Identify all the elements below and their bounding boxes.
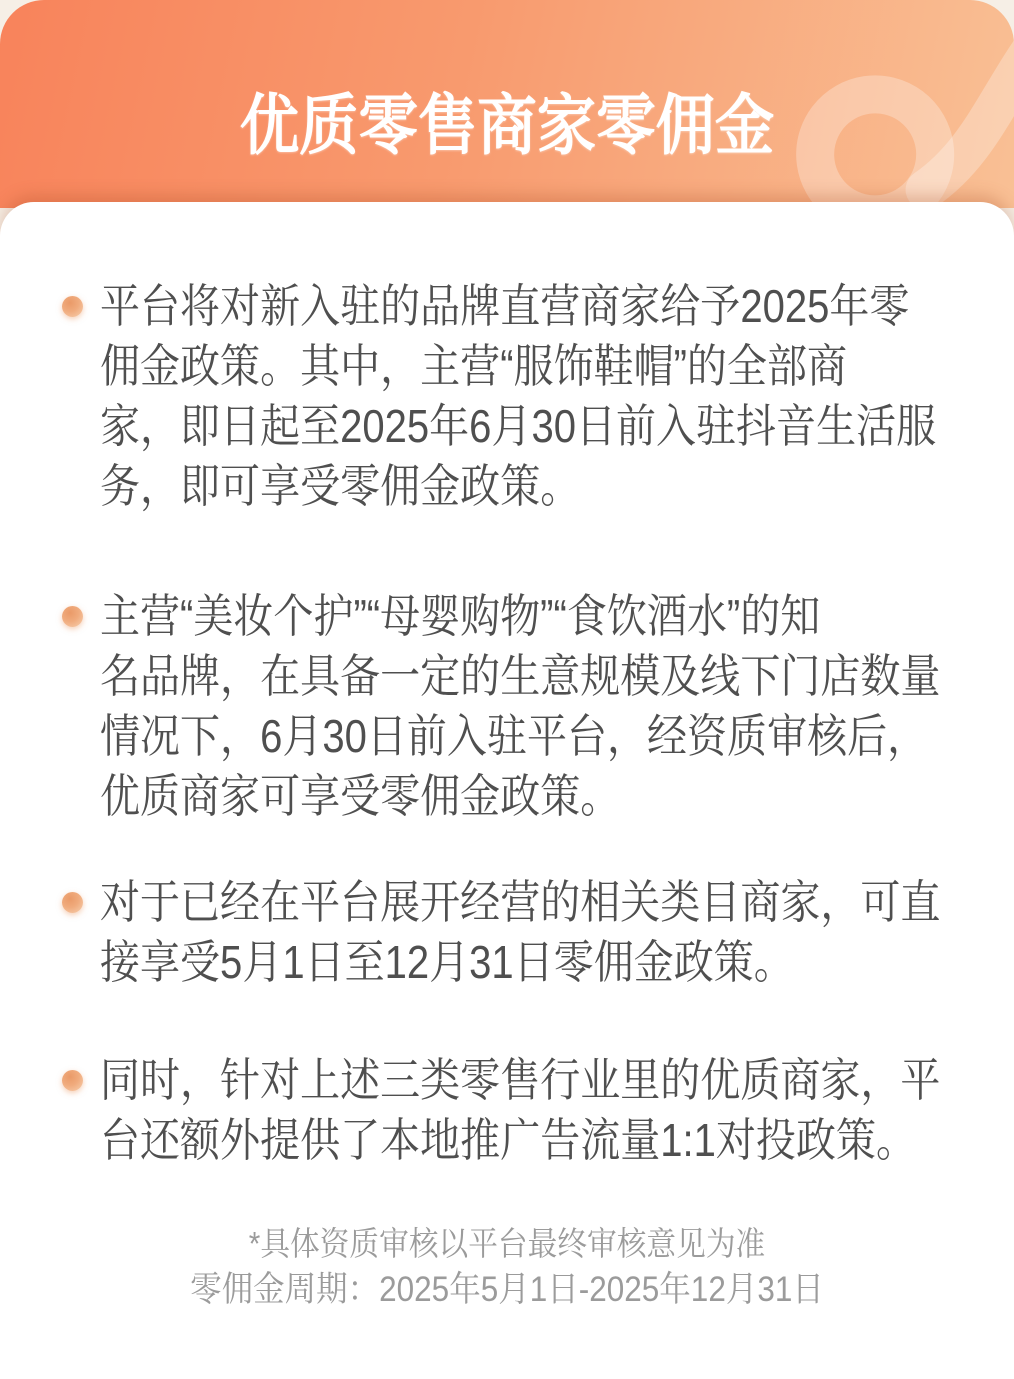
- bullet-text-line: 平台将对新入驻的品牌直营商家给予2025年零: [100, 280, 910, 332]
- bullet-item-existing-merchants: [100, 872, 974, 992]
- bullet-dot-icon: [62, 892, 83, 913]
- bullet-text-line: 务，即可享受零佣金政策。: [100, 460, 581, 512]
- bullet-text-line: 对于已经在平台展开经营的相关类目商家，可直: [100, 876, 941, 928]
- bullet-text-line: 家，即日起至2025年6月30日前入驻抖音生活服: [100, 400, 937, 452]
- bullet-text-line: 台还额外提供了本地推广告流量1:1对投政策。: [100, 1114, 917, 1166]
- bullet-text-line: 名品牌，在具备一定的生意规模及线下门店数量: [100, 650, 941, 702]
- bullet-dot-icon: [62, 296, 83, 317]
- bullet-text-line: 主营“美妆个护”“母婴购物”“食饮酒水”的知: [100, 590, 821, 642]
- footnote-period: 零佣金周期：2025年5月1日-2025年12月31日: [190, 1270, 824, 1309]
- bullet-item-famous-brands: [100, 586, 974, 826]
- bullet-dot-icon: [62, 1070, 83, 1091]
- bullet-text-line: 情况下，6月30日前入驻平台，经资质审核后，: [100, 710, 928, 762]
- bullet-text-line: 接享受5月1日至12月31日零佣金政策。: [100, 936, 794, 988]
- bullet-text-line: 同时，针对上述三类零售行业里的优质商家，平: [100, 1054, 941, 1106]
- bullet-text-line: 优质商家可享受零佣金政策。: [100, 770, 621, 822]
- footnote-review: *具体资质审核以平台最终审核意见为准: [248, 1225, 766, 1262]
- header-banner: [0, 0, 1014, 208]
- bullet-item-new-merchants: [100, 276, 974, 516]
- bullet-dot-icon: [62, 606, 83, 627]
- content-card: [0, 202, 1014, 1379]
- bullet-item-ad-traffic: [100, 1050, 974, 1170]
- page-title: 优质零售商家零佣金: [239, 88, 775, 162]
- bullet-text-line: 佣金政策。其中，主营“服饰鞋帽”的全部商: [100, 340, 848, 392]
